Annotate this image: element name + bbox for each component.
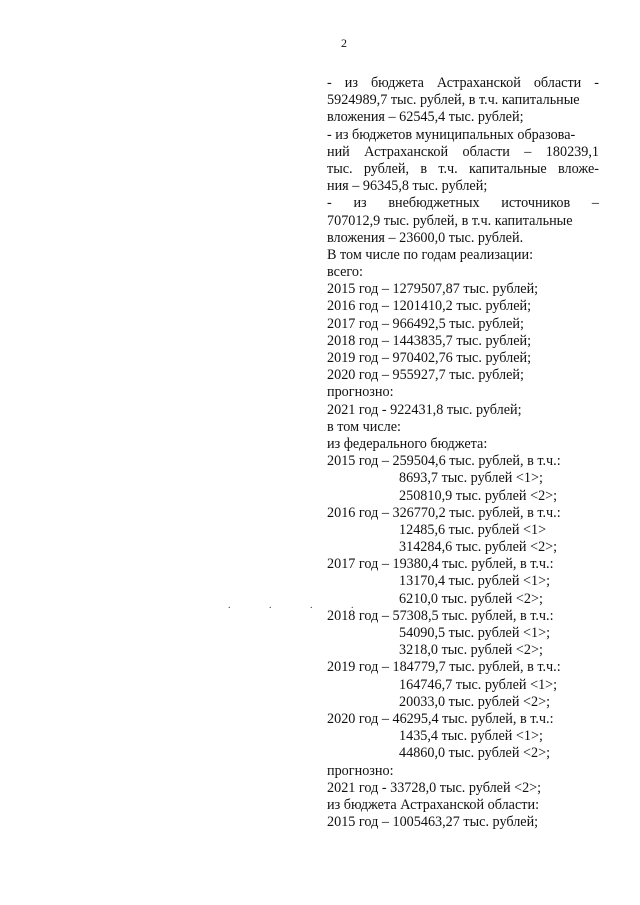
federal-sub-line: 44860,0 тыс. рублей <2>;	[399, 745, 551, 762]
document-body	[327, 75, 599, 831]
total-year-line: 2018 год – 1443835,7 тыс. рублей;	[327, 332, 532, 349]
federal-forecast-label: прогнозно:	[327, 762, 394, 779]
federal-sub-line: 54090,5 тыс. рублей <1>;	[399, 625, 551, 641]
federal-sub-line: 1435,4 тыс. рублей <1>;	[399, 728, 543, 745]
total-year-line: 2019 год – 970402,76 тыс. рублей;	[327, 350, 532, 366]
municipal-source-line-3: тыс. рублей, в т.ч. капитальные вложе-	[327, 160, 599, 177]
regional-source-line-1: - из бюджета Астраханской области -	[327, 75, 599, 91]
regional-source-line-3: вложения – 62545,4 тыс. рублей;	[327, 109, 524, 126]
municipal-source-line-4: ния – 96345,8 тыс. рублей;	[327, 178, 488, 195]
federal-sub-line: 12485,6 тыс. рублей <1>	[399, 521, 547, 538]
federal-year-line: 2020 год – 46295,4 тыс. рублей, в т.ч.:	[327, 710, 554, 727]
federal-year-line: 2018 год – 57308,5 тыс. рублей, в т.ч.:	[327, 607, 554, 624]
regional-source-line-2: 5924989,7 тыс. рублей, в т.ч. капитальные	[327, 92, 580, 109]
total-year-line: 2020 год – 955927,7 тыс. рублей;	[327, 367, 524, 384]
total-2021-line: 2021 год - 922431,8 тыс. рублей;	[327, 401, 522, 418]
total-year-line: 2016 год – 1201410,2 тыс. рублей;	[327, 298, 532, 315]
regional-budget-label: из бюджета Астраханской области:	[327, 796, 540, 813]
federal-label: из федерального бюджета:	[327, 435, 488, 452]
federal-sub-line: 314284,6 тыс. рублей <2>;	[399, 539, 558, 556]
federal-sub-line: 20033,0 тыс. рублей <2>;	[399, 693, 551, 710]
by-years-intro: В том числе по годам реализации:	[327, 246, 534, 263]
federal-sub-line: 164746,7 тыс. рублей <1>;	[399, 676, 558, 693]
municipal-source-line-1: - из бюджетов муниципальных образова-	[327, 126, 576, 143]
forecast-label: прогнозно:	[327, 384, 394, 401]
federal-sub-line: 3218,0 тыс. рублей <2>;	[399, 642, 543, 659]
federal-year-line: 2019 год – 184779,7 тыс. рублей, в т.ч.:	[327, 659, 561, 676]
page-number: 2	[341, 36, 347, 50]
federal-year-line: 2015 год – 259504,6 тыс. рублей, в т.ч.:	[327, 453, 561, 470]
extrabudget-source-line-1: - из внебюджетных источников –	[327, 195, 599, 212]
federal-2021-line: 2021 год - 33728,0 тыс. рублей <2>;	[327, 779, 542, 796]
total-year-line: 2017 год – 966492,5 тыс. рублей;	[327, 315, 524, 332]
municipal-source-line-2: ний Астраханской области – 180239,1	[327, 143, 599, 160]
federal-sub-line: 6210,0 тыс. рублей <2>;	[399, 590, 543, 607]
total-year-line: 2015 год – 1279507,87 тыс. рублей;	[327, 281, 539, 298]
scan-artifact-dots: . . . .	[228, 600, 372, 611]
federal-year-line: 2016 год – 326770,2 тыс. рублей, в т.ч.:	[327, 504, 561, 521]
federal-sub-line: 250810,9 тыс. рублей <2>;	[399, 487, 558, 504]
extrabudget-source-line-2: 707012,9 тыс. рублей, в т.ч. капитальные	[327, 212, 573, 229]
total-label: всего:	[327, 264, 363, 281]
regional-budget-2015-line: 2015 год – 1005463,27 тыс. рублей;	[327, 814, 539, 831]
extrabudget-source-line-3: вложения – 23600,0 тыс. рублей.	[327, 229, 524, 246]
federal-sub-line: 8693,7 тыс. рублей <1>;	[399, 470, 543, 487]
including-label: в том числе:	[327, 418, 401, 435]
federal-year-line: 2017 год – 19380,4 тыс. рублей, в т.ч.:	[327, 556, 554, 573]
federal-sub-line: 13170,4 тыс. рублей <1>;	[399, 573, 551, 590]
